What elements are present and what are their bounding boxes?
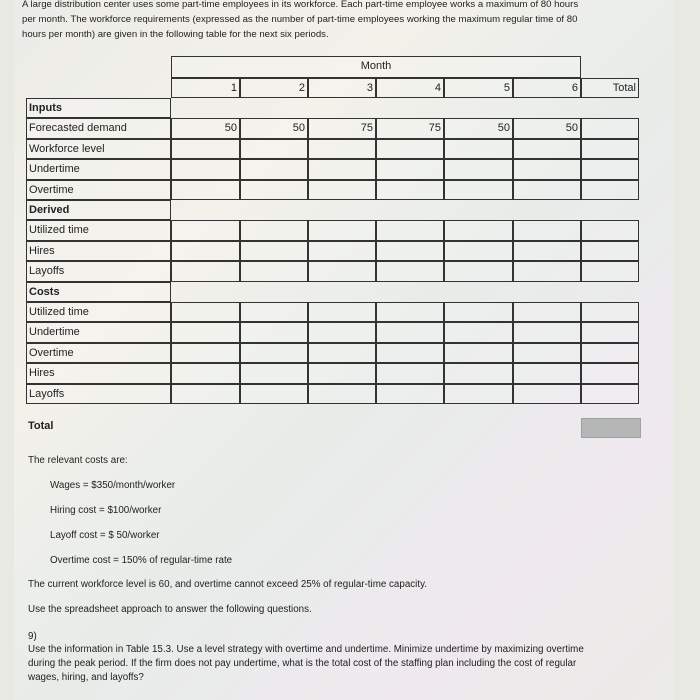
overtime-cost: Overtime cost = 150% of regular-time rate (50, 555, 233, 566)
cost-row-4-cell-3[interactable] (308, 363, 376, 383)
layoff-cost: Layoff cost = $ 50/worker (50, 530, 160, 541)
cost-row-3-cell-1[interactable] (171, 343, 240, 363)
cost-row-4-cell-6[interactable] (513, 363, 581, 383)
cost-row-2-cell-4[interactable] (376, 322, 444, 342)
cost-row-5-cell-7[interactable] (581, 384, 639, 404)
cost-row-3-cell-6[interactable] (513, 343, 581, 363)
derived-row-3-cell-1[interactable] (171, 261, 240, 281)
cost-row-4-cell-7[interactable] (581, 363, 639, 383)
cost-row-1: Utilized time (26, 302, 171, 322)
cost-row-5: Layoffs (26, 384, 171, 404)
input-row-2-cell-3[interactable] (308, 159, 376, 179)
derived-row-3: Layoffs (26, 261, 171, 281)
input-row-2-cell-2[interactable] (240, 159, 308, 179)
derived-row-1-cell-5[interactable] (444, 220, 513, 240)
derived-row-3-cell-5[interactable] (444, 261, 513, 281)
input-row-3-cell-5[interactable] (444, 180, 513, 200)
derived-row-2-cell-6[interactable] (513, 241, 581, 261)
cost-row-3-cell-7[interactable] (581, 343, 639, 363)
cost-row-4-cell-1[interactable] (171, 363, 240, 383)
derived-row-3-cell-6[interactable] (513, 261, 581, 281)
cost-row-2-cell-6[interactable] (513, 322, 581, 342)
input-row-1-cell-2[interactable] (240, 139, 308, 159)
forecasted-demand: Forecasted demand (26, 118, 171, 138)
derived-row-3-cell-3[interactable] (308, 261, 376, 281)
question-text (28, 643, 676, 685)
input-row-1: Workforce level (26, 139, 171, 159)
approach-note: Use the spreadsheet approach to answer the following questions. (28, 604, 312, 615)
cost-row-2: Undertime (26, 322, 171, 342)
derived-row-2: Hires (26, 241, 171, 261)
costs-header: The relevant costs are: (28, 455, 128, 466)
problem-intro (22, 0, 672, 42)
inputs-section-label: Inputs (26, 98, 171, 118)
wages-cost: Wages = $350/month/worker (50, 480, 176, 491)
hiring-cost: Hiring cost = $100/worker (50, 505, 162, 516)
cost-row-4: Hires (26, 363, 171, 383)
cost-row-1-cell-6[interactable] (513, 302, 581, 322)
forecasted-demand-cell-5[interactable]: 50 (444, 118, 513, 138)
intro-line-1: A large distribution center uses some part-time employees in its workforce. Each part-time employee works a maximum of 80 hours (22, 0, 579, 10)
derived-row-3-cell-4[interactable] (376, 261, 444, 281)
month-number-5: 5 (444, 78, 513, 98)
forecasted-demand-cell-4[interactable]: 75 (376, 118, 444, 138)
cost-row-3-cell-4[interactable] (376, 343, 444, 363)
derived-row-1-cell-4[interactable] (376, 220, 444, 240)
derived-row-2-cell-1[interactable] (171, 241, 240, 261)
derived-row-1-cell-7[interactable] (581, 220, 639, 240)
spreadsheet-table (26, 56, 654, 406)
forecasted-demand-cell-6[interactable]: 50 (513, 118, 581, 138)
input-row-3-cell-1[interactable] (171, 180, 240, 200)
input-row-1-cell-4[interactable] (376, 139, 444, 159)
cost-row-2-cell-7[interactable] (581, 322, 639, 342)
input-row-2-cell-7[interactable] (581, 159, 639, 179)
derived-row-2-cell-5[interactable] (444, 241, 513, 261)
question-line-3: wages, hiring, and layoffs? (28, 672, 144, 683)
cost-row-5-cell-4[interactable] (376, 384, 444, 404)
month-number-6: 6 (513, 78, 581, 98)
input-row-3-cell-2[interactable] (240, 180, 308, 200)
cost-row-1-cell-4[interactable] (376, 302, 444, 322)
cost-row-4-cell-2[interactable] (240, 363, 308, 383)
derived-section-label: Derived (26, 200, 171, 220)
derived-row-1-cell-2[interactable] (240, 220, 308, 240)
cost-row-5-cell-6[interactable] (513, 384, 581, 404)
input-row-1-cell-7[interactable] (581, 139, 639, 159)
cost-row-4-cell-4[interactable] (376, 363, 444, 383)
input-row-2-cell-5[interactable] (444, 159, 513, 179)
intro-line-3: hours per month) are given in the following table for the next six periods. (22, 29, 329, 40)
cost-row-1-cell-1[interactable] (171, 302, 240, 322)
grand-total-label: Total (28, 420, 54, 432)
month-number-2: 2 (240, 78, 308, 98)
input-row-2-cell-4[interactable] (376, 159, 444, 179)
forecasted-demand-cell-1[interactable]: 50 (171, 118, 240, 138)
input-row-2: Undertime (26, 159, 171, 179)
cost-row-1-cell-3[interactable] (308, 302, 376, 322)
cost-row-2-cell-3[interactable] (308, 322, 376, 342)
derived-row-2-cell-3[interactable] (308, 241, 376, 261)
input-row-3-cell-3[interactable] (308, 180, 376, 200)
derived-row-1-cell-1[interactable] (171, 220, 240, 240)
input-row-3-cell-6[interactable] (513, 180, 581, 200)
cost-row-1-cell-2[interactable] (240, 302, 308, 322)
cost-row-5-cell-5[interactable] (444, 384, 513, 404)
derived-row-1: Utilized time (26, 220, 171, 240)
input-row-1-cell-6[interactable] (513, 139, 581, 159)
derived-row-1-cell-6[interactable] (513, 220, 581, 240)
input-row-3-cell-4[interactable] (376, 180, 444, 200)
input-row-2-cell-6[interactable] (513, 159, 581, 179)
question-number: 9) (28, 631, 37, 642)
cost-row-2-cell-5[interactable] (444, 322, 513, 342)
cost-row-3-cell-2[interactable] (240, 343, 308, 363)
cost-row-2-cell-1[interactable] (171, 322, 240, 342)
month-number-3: 3 (308, 78, 376, 98)
cost-row-1-cell-5[interactable] (444, 302, 513, 322)
input-row-1-cell-3[interactable] (308, 139, 376, 159)
cost-row-4-cell-5[interactable] (444, 363, 513, 383)
input-row-3: Overtime (26, 180, 171, 200)
cost-row-2-cell-2[interactable] (240, 322, 308, 342)
intro-line-2: per month. The workforce requirements (expressed as the number of part-time employees working the maximum regular time of 80 (22, 14, 578, 25)
input-row-1-cell-1[interactable] (171, 139, 240, 159)
forecasted-demand-cell-3[interactable]: 75 (308, 118, 376, 138)
cost-row-5-cell-1[interactable] (171, 384, 240, 404)
derived-row-3-cell-7[interactable] (581, 261, 639, 281)
month-number-4: 4 (376, 78, 444, 98)
forecasted-demand-cell-2[interactable]: 50 (240, 118, 308, 138)
derived-row-2-cell-7[interactable] (581, 241, 639, 261)
derived-row-3-cell-2[interactable] (240, 261, 308, 281)
month-header: Month (171, 56, 581, 78)
cost-row-3-cell-5[interactable] (444, 343, 513, 363)
derived-row-1-cell-3[interactable] (308, 220, 376, 240)
input-row-1-cell-5[interactable] (444, 139, 513, 159)
document-page (14, 0, 674, 700)
derived-row-2-cell-2[interactable] (240, 241, 308, 261)
cost-row-5-cell-2[interactable] (240, 384, 308, 404)
input-row-3-cell-7[interactable] (581, 180, 639, 200)
cost-row-3: Overtime (26, 343, 171, 363)
cost-row-1-cell-7[interactable] (581, 302, 639, 322)
forecasted-demand-cell-7[interactable] (581, 118, 639, 138)
input-row-2-cell-1[interactable] (171, 159, 240, 179)
month-number-1: 1 (171, 78, 240, 98)
workforce-note: The current workforce level is 60, and overtime cannot exceed 25% of regular-time capacity. (28, 579, 427, 590)
derived-row-2-cell-4[interactable] (376, 241, 444, 261)
cost-row-3-cell-3[interactable] (308, 343, 376, 363)
grand-total-cell[interactable] (581, 418, 641, 438)
question-line-2: during the peak period. If the firm does not pay undertime, what is the total cost of the staffing plan including the cost of regular (28, 658, 577, 669)
question-line-1: Use the information in Table 15.3. Use a level strategy with overtime and undertime. Minimize undertime by maximizing overtime (28, 644, 584, 655)
total-header: Total (581, 78, 639, 98)
cost-row-5-cell-3[interactable] (308, 384, 376, 404)
costs-section-label: Costs (26, 282, 171, 302)
